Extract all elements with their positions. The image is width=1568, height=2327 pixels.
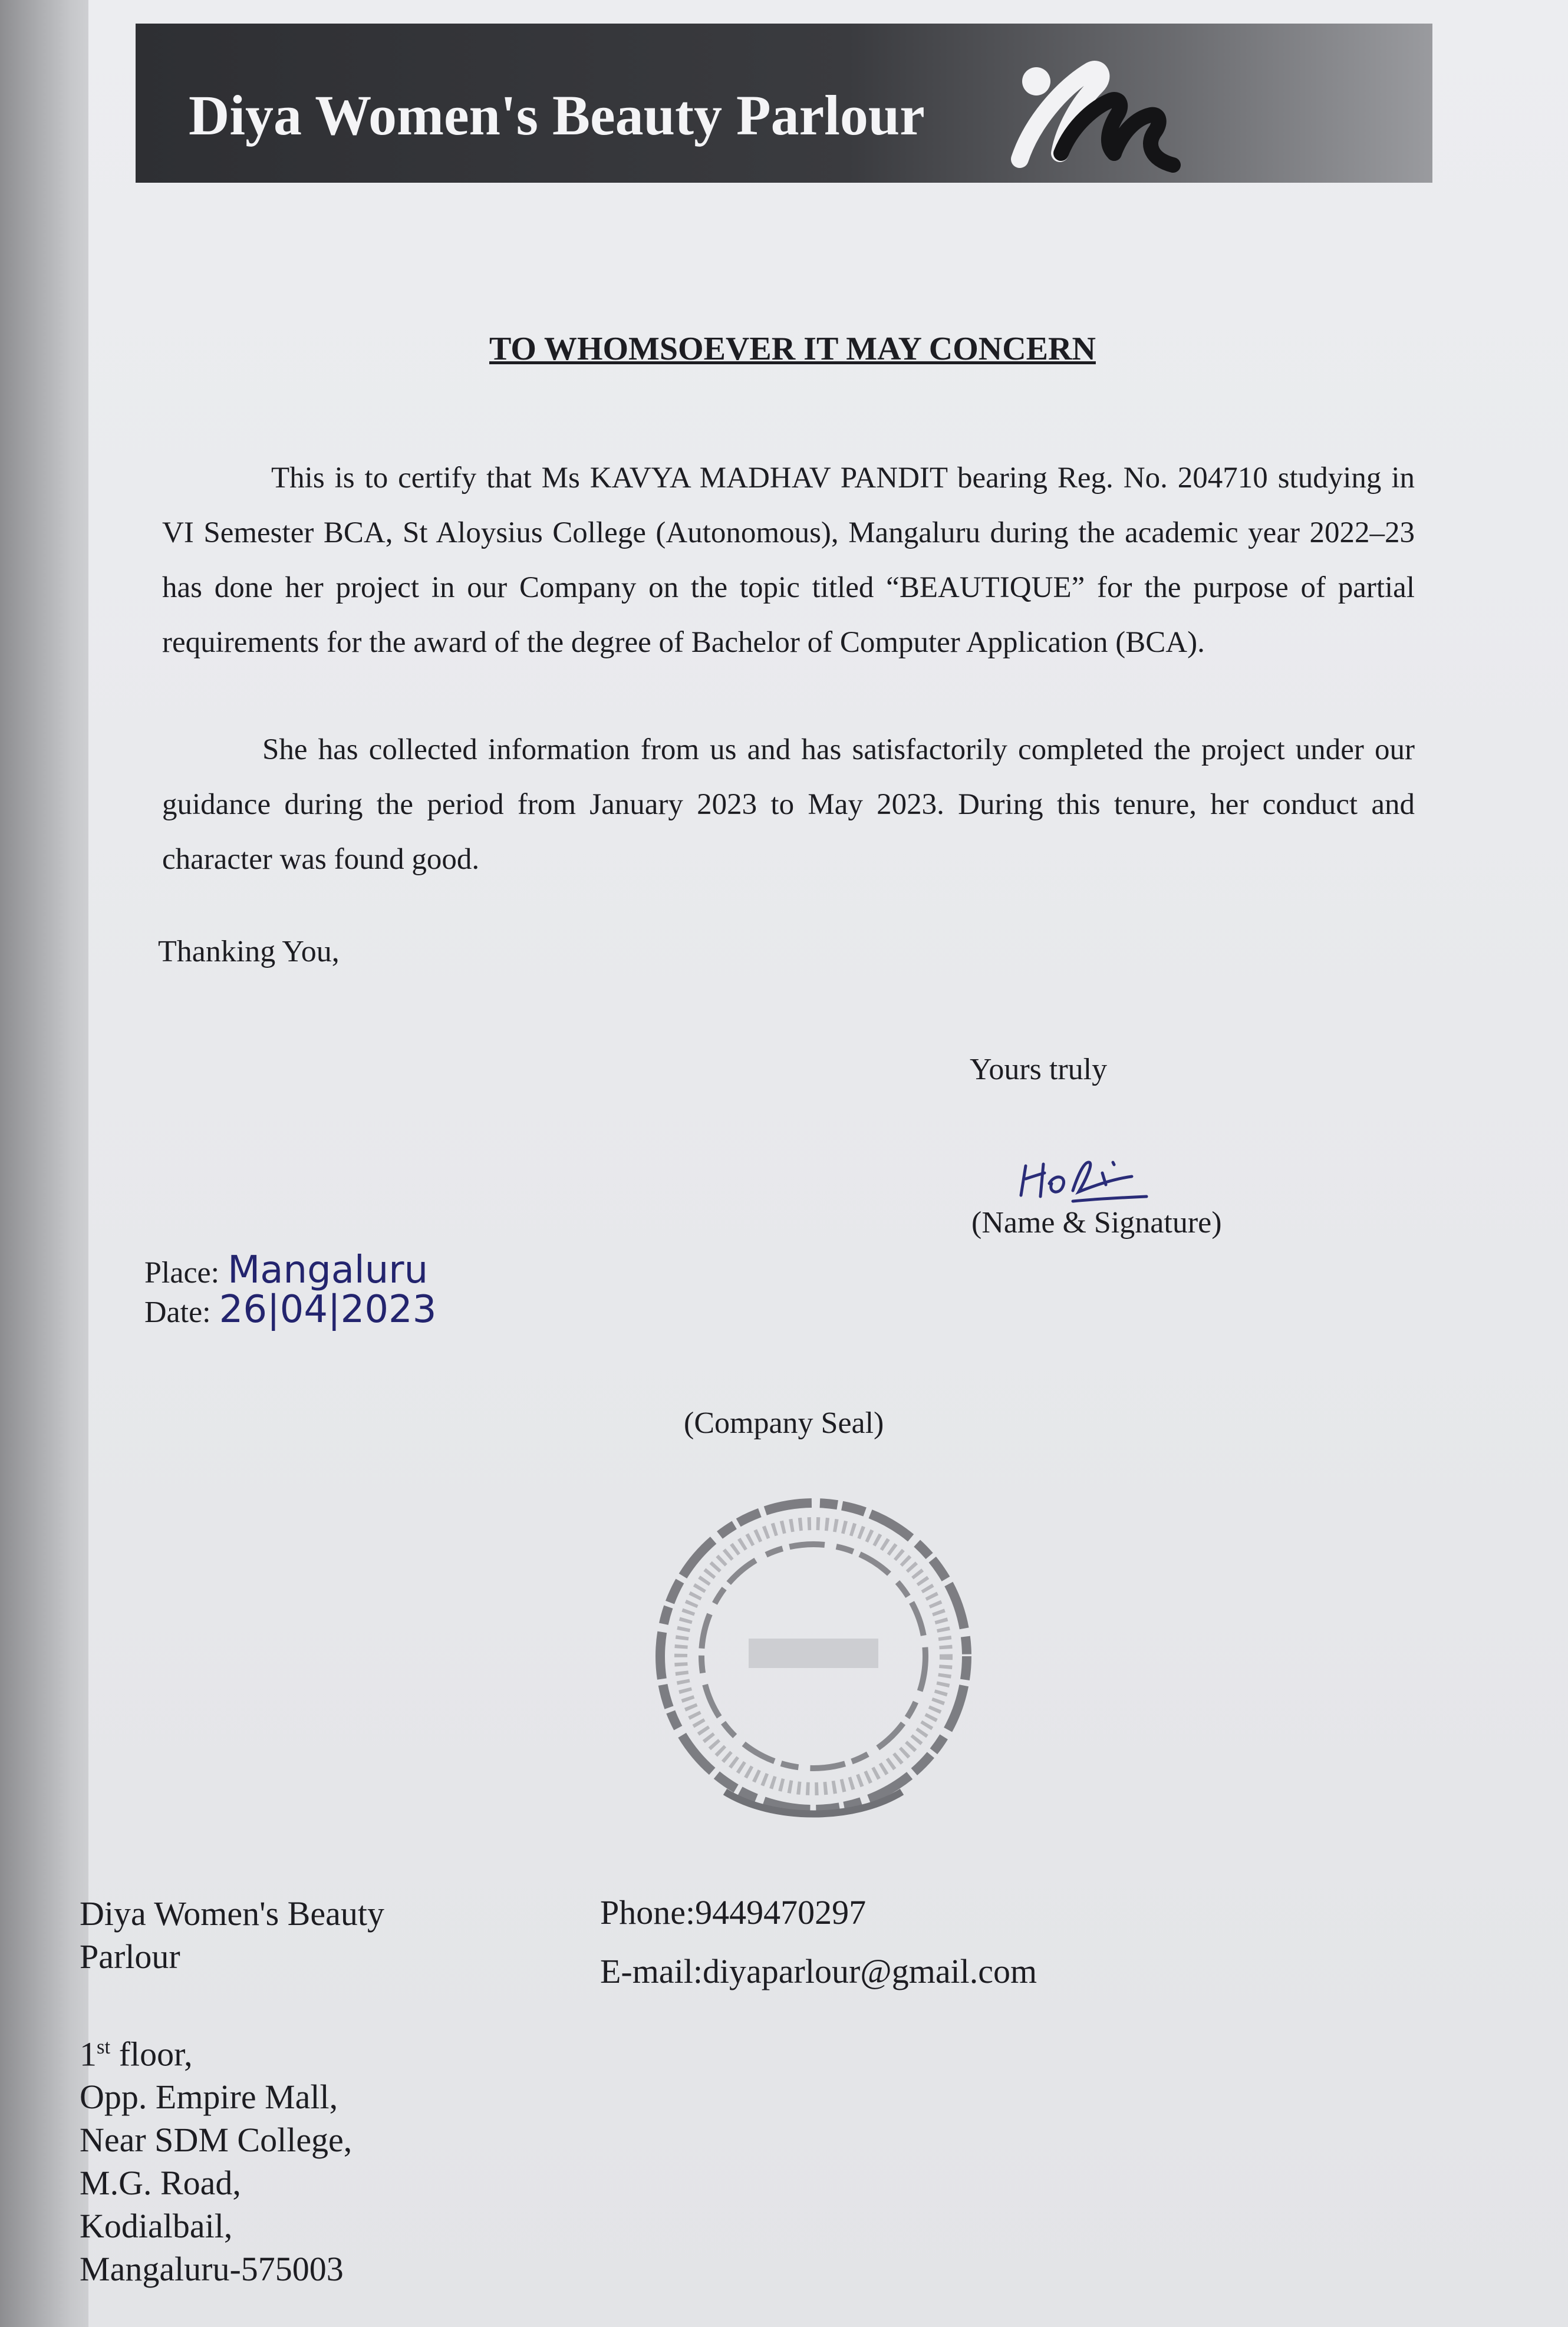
place-row: [144, 1248, 428, 1292]
date-label: Date:: [144, 1296, 211, 1329]
address-line: Kodialbail,: [80, 2207, 233, 2246]
signature-caption: (Name & Signature): [971, 1206, 1222, 1240]
address-line: Mangaluru-575003: [80, 2250, 344, 2289]
phone-text: Phone:9449470297: [600, 1893, 867, 1932]
floor-suffix: st: [97, 2035, 111, 2058]
footer-contact-block: [600, 1883, 1037, 2001]
date-row: [144, 1288, 436, 1331]
handwritten-signature: [1014, 1149, 1155, 1214]
footer-company-name-line1: Diya Women's Beauty: [80, 1894, 384, 1933]
company-seal-stamp: [625, 1468, 1002, 1845]
certificate-heading: TO WHOMSOEVER IT MAY CONCERN: [489, 331, 1096, 367]
address-floor: [80, 2025, 384, 2075]
address-line: Opp. Empire Mall,: [80, 2078, 338, 2117]
company-name-title: Diya Women's Beauty Parlour: [189, 84, 925, 147]
swirl-logo-icon: [996, 35, 1191, 195]
email-text: E-mail:diyaparlour@gmail.com: [600, 1952, 1037, 1990]
address-line: Near SDM College,: [80, 2121, 353, 2160]
company-seal-caption: (Company Seal): [684, 1406, 884, 1440]
sign-off-text: Yours truly: [970, 1053, 1108, 1086]
certificate-paragraph-2: She has collected information from us and has satisfactorily completed the project under our guidance during the period from January 2023 to May 2023. During this tenure, her conduct and character was found good.: [162, 733, 1415, 876]
address-line: M.G. Road,: [80, 2164, 241, 2203]
footer-address-block: [80, 1892, 384, 2290]
place-label: Place:: [144, 1256, 220, 1290]
closing-text: Thanking You,: [158, 935, 340, 968]
floor-number: 1: [80, 2035, 97, 2074]
floor-word: floor,: [110, 2035, 193, 2074]
date-value: 26|04|2023: [219, 1288, 437, 1331]
place-value: Mangaluru: [228, 1248, 429, 1292]
footer-company-name-line2: Parlour: [80, 1937, 180, 1976]
certificate-paragraph-1: This is to certify that Ms KAVYA MADHAV PANDIT bearing Reg. No. 204710 studying in VI Semester BCA, St Aloysius College (Autonomous), Mangaluru during the academic year 2022–23 has done her project in our Company on the topic titled “BEAUTIQUE” for the purpose of partial requirements for the award of the degree of Bachelor of Computer Application (BCA).: [162, 462, 1415, 659]
